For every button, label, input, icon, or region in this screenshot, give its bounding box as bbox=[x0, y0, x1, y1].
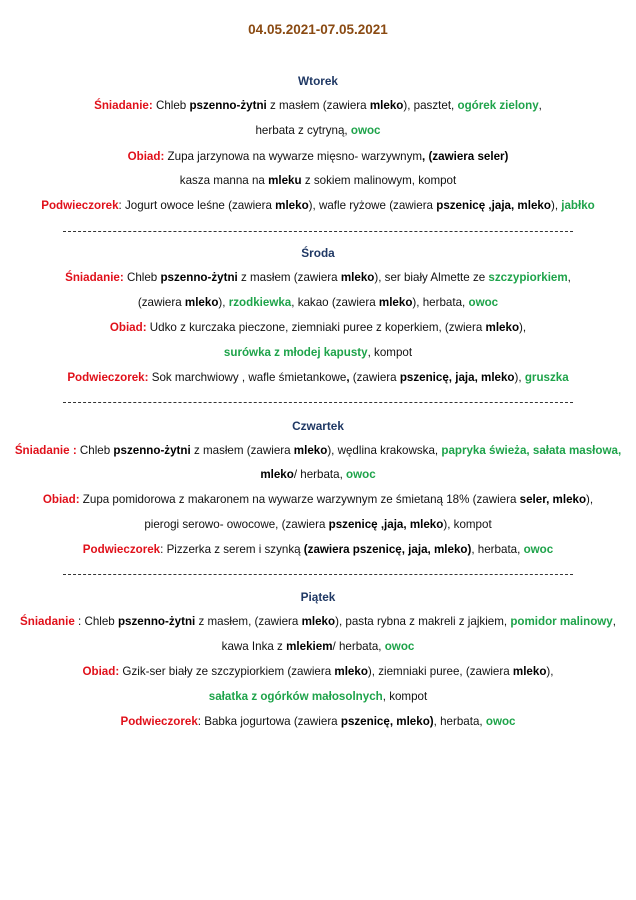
menu-line bbox=[0, 198, 636, 214]
day-heading-piatek: Piątek bbox=[300, 590, 336, 604]
meal-label: Obiad: bbox=[42, 493, 80, 506]
plain-text: ), bbox=[586, 493, 594, 506]
plain-text: Gzik-ser biały ze szczypiorkiem (zawiera bbox=[119, 665, 335, 678]
fruit-veg-text: rzodkiewka bbox=[228, 296, 292, 309]
plain-text: ), wafle ryżowe (zawiera bbox=[308, 199, 437, 212]
separator bbox=[63, 402, 573, 403]
allergen-text: , (zawiera seler) bbox=[422, 150, 509, 163]
plain-text: Sok marchwiowy , wafle śmietankowe bbox=[148, 371, 347, 384]
allergen-text: mleku bbox=[268, 174, 302, 187]
menu-line bbox=[0, 542, 636, 558]
plain-text: z masłem (zawiera bbox=[190, 444, 294, 457]
day-heading-sroda: Środa bbox=[301, 246, 335, 260]
allergen-text: mleko bbox=[293, 444, 328, 457]
plain-text: ), bbox=[514, 371, 525, 384]
plain-text: Udko z kurczaka pieczone, ziemniaki puree z koperkiem, (zwiera bbox=[146, 321, 486, 334]
plain-text: ), bbox=[550, 199, 562, 212]
fruit-veg-text: gruszka bbox=[524, 371, 569, 384]
date-range: 04.05.2021-07.05.2021 bbox=[248, 22, 388, 37]
plain-text: ), ser biały Almette ze bbox=[374, 271, 489, 284]
menu-line bbox=[0, 714, 636, 730]
plain-text: Zupa jarzynowa na wywarze mięsno- warzywnym bbox=[164, 150, 423, 163]
allergen-text: pszenicę ,jaja, mleko bbox=[436, 199, 551, 212]
fruit-veg-text: owoc bbox=[346, 468, 376, 481]
plain-text: , bbox=[567, 271, 571, 284]
plain-text: ), bbox=[218, 296, 229, 309]
fruit-veg-text: owoc bbox=[468, 296, 499, 309]
fruit-veg-text: owoc bbox=[485, 715, 516, 728]
plain-text: , herbata, bbox=[471, 543, 524, 556]
plain-text: z masłem (zawiera bbox=[237, 271, 341, 284]
menu-line bbox=[0, 123, 636, 139]
plain-text: : Jogurt owoce leśne (zawiera bbox=[118, 199, 276, 212]
allergen-text: mleko bbox=[260, 468, 294, 481]
meal-label: Podwieczorek: bbox=[67, 371, 149, 384]
plain-text: z masłem, (zawiera bbox=[195, 615, 302, 628]
menu-line bbox=[0, 149, 636, 165]
plain-text: ), herbata, bbox=[412, 296, 469, 309]
fruit-veg-text: jabłko bbox=[561, 199, 595, 212]
plain-text: Chleb bbox=[76, 444, 114, 457]
allergen-text: pszenicę ,jaja, mleko bbox=[328, 518, 444, 531]
fruit-veg-text: szczypiorkiem bbox=[488, 271, 568, 284]
allergen-text: pszenicę, mleko) bbox=[340, 715, 434, 728]
menu-line bbox=[0, 345, 636, 361]
allergen-text: mleko bbox=[340, 271, 375, 284]
fruit-veg-text: papryka świeża, sałata masłowa, bbox=[441, 444, 622, 457]
menu-line bbox=[0, 517, 636, 533]
plain-text: z masłem (zawiera bbox=[266, 99, 370, 112]
plain-text: / herbata, bbox=[332, 640, 385, 653]
meal-label: Podwieczorek bbox=[41, 199, 119, 212]
menu-line bbox=[0, 614, 636, 630]
separator bbox=[63, 574, 573, 575]
menu-line bbox=[0, 492, 636, 508]
plain-text: , bbox=[538, 99, 542, 112]
plain-text: , kakao (zawiera bbox=[291, 296, 379, 309]
plain-text: / herbata, bbox=[293, 468, 347, 481]
fruit-veg-text: owoc bbox=[350, 124, 381, 137]
fruit-veg-text: owoc bbox=[384, 640, 415, 653]
separator bbox=[63, 231, 573, 232]
plain-text: : Chleb bbox=[74, 615, 118, 628]
plain-text: Chleb bbox=[123, 271, 161, 284]
plain-text: herbata z cytryną, bbox=[255, 124, 351, 137]
plain-text: : Pizzerka z serem i szynką bbox=[160, 543, 304, 556]
plain-text: kawa Inka z bbox=[221, 640, 287, 653]
allergen-text: mleko bbox=[378, 296, 413, 309]
plain-text: kasza manna na bbox=[179, 174, 269, 187]
menu-line bbox=[0, 98, 636, 114]
plain-text: , herbata, bbox=[433, 715, 486, 728]
plain-text: ), bbox=[546, 665, 554, 678]
plain-text: , bbox=[612, 615, 616, 628]
allergen-text: pszenno-żytni bbox=[160, 271, 238, 284]
allergen-text: , bbox=[346, 371, 350, 384]
meal-label: Podwieczorek bbox=[120, 715, 198, 728]
menu-line bbox=[0, 270, 636, 286]
plain-text: ), pasztet, bbox=[403, 99, 458, 112]
meal-label: Śniadanie bbox=[20, 615, 75, 628]
meal-label: Śniadanie : bbox=[14, 444, 77, 457]
menu-line bbox=[0, 320, 636, 336]
plain-text: ), bbox=[519, 321, 527, 334]
plain-text: , kompot bbox=[367, 346, 413, 359]
plain-text: z sokiem malinowym, kompot bbox=[301, 174, 457, 187]
fruit-veg-text: surówka z młodej kapusty bbox=[223, 346, 368, 359]
plain-text: ), pasta rybna z makreli z jajkiem, bbox=[335, 615, 511, 628]
menu-line bbox=[0, 295, 636, 311]
allergen-text: mleko bbox=[334, 665, 368, 678]
menu-line bbox=[0, 370, 636, 386]
allergen-text: pszenno-żytni bbox=[117, 615, 196, 628]
plain-text: ), ziemniaki puree, (zawiera bbox=[367, 665, 513, 678]
meal-label: Obiad: bbox=[109, 321, 147, 334]
allergen-text: mlekiem bbox=[286, 640, 333, 653]
plain-text: ), kompot bbox=[443, 518, 492, 531]
allergen-text: pszenicę, jaja, mleko bbox=[399, 371, 515, 384]
menu-line bbox=[0, 443, 636, 459]
fruit-veg-text: owoc bbox=[523, 543, 554, 556]
meal-label: Podwieczorek bbox=[82, 543, 161, 556]
menu-line bbox=[0, 467, 636, 483]
menu-line bbox=[0, 689, 636, 705]
menu-line bbox=[0, 173, 636, 189]
allergen-text: (zawiera pszenicę, jaja, mleko) bbox=[303, 543, 472, 556]
allergen-text: pszenno-żytni bbox=[113, 444, 191, 457]
meal-label: Śniadanie: bbox=[65, 271, 124, 284]
allergen-text: seler, mleko bbox=[519, 493, 587, 506]
allergen-text: pszenno-żytni bbox=[189, 99, 267, 112]
day-heading-wtorek: Wtorek bbox=[298, 74, 338, 88]
allergen-text: mleko bbox=[184, 296, 219, 309]
fruit-veg-text: pomidor malinowy bbox=[510, 615, 613, 628]
menu-line bbox=[0, 664, 636, 680]
menu-line bbox=[0, 639, 636, 655]
plain-text: (zawiera bbox=[137, 296, 185, 309]
allergen-text: mleko bbox=[485, 321, 520, 334]
plain-text: ), wędlina krakowska, bbox=[327, 444, 442, 457]
day-heading-czwartek: Czwartek bbox=[292, 419, 344, 433]
fruit-veg-text: sałatka z ogórków małosolnych bbox=[208, 690, 383, 703]
allergen-text: mleko bbox=[275, 199, 309, 212]
plain-text: (zawiera bbox=[349, 371, 400, 384]
fruit-veg-text: ogórek zielony bbox=[457, 99, 539, 112]
allergen-text: mleko bbox=[301, 615, 336, 628]
allergen-text: mleko bbox=[512, 665, 547, 678]
allergen-text: mleko bbox=[369, 99, 404, 112]
meal-label: Śniadanie: bbox=[94, 99, 153, 112]
plain-text: : Babka jogurtowa (zawiera bbox=[197, 715, 341, 728]
plain-text: , kompot bbox=[382, 690, 428, 703]
plain-text: Zupa pomidorowa z makaronem na wywarze warzywnym ze śmietaną 18% (zawiera bbox=[79, 493, 520, 506]
plain-text: pierogi serowo- owocowe, (zawiera bbox=[144, 518, 329, 531]
meal-label: Obiad: bbox=[82, 665, 120, 678]
plain-text: Chleb bbox=[152, 99, 190, 112]
meal-label: Obiad: bbox=[127, 150, 165, 163]
